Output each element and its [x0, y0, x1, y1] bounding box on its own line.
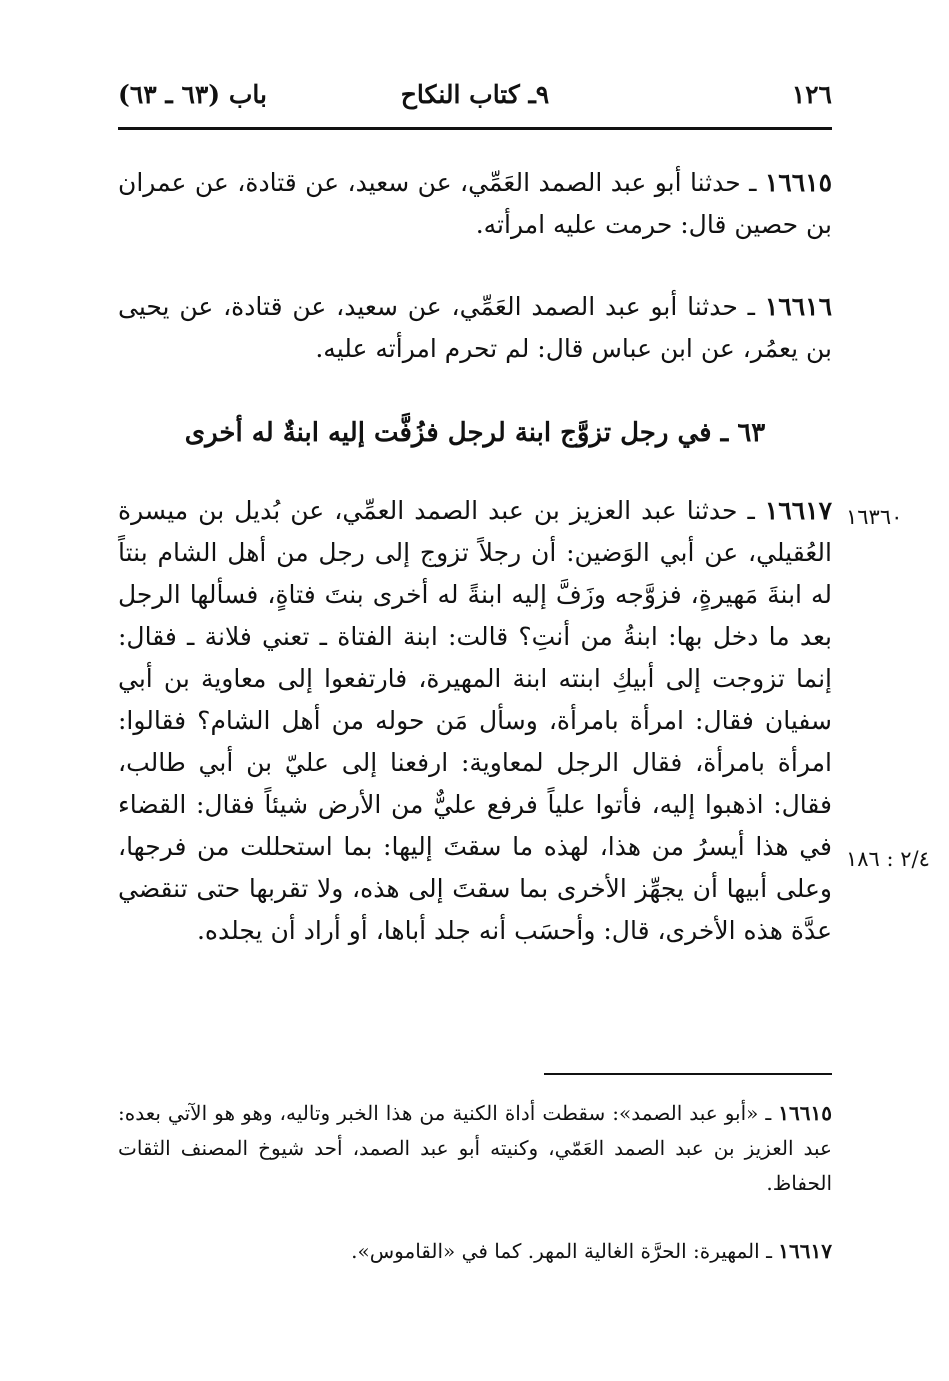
- footnote-text: ـ المهيرة: الحرَّة الغالية المهر. كما في «القاموس».: [351, 1239, 779, 1263]
- margin-note: ١٦٣٦٠: [846, 505, 903, 529]
- footnote: [118, 1234, 832, 1269]
- hadith-text: ـ حدثنا أبو عبد الصمد العَمِّي، عن سعيد، عن قتادة، عن عمران بن حصين قال: حرمت عليه امرأته.: [118, 168, 832, 239]
- hadith-paragraph: [118, 286, 832, 370]
- hadith-text: ـ حدثنا أبو عبد الصمد العَمِّي، عن سعيد، عن قتادة، عن يحيى بن يعمُر، عن ابن عباس قال: لم تحرم امرأته عليه.: [118, 292, 832, 363]
- footnote-text: ـ «أبو عبد الصمد»: سقطت أداة الكنية من هذا الخبر وتاليه، وهو هو الآتي بعده: عبد العزيز بن عبد الصمد العَمّي، وكنيته أبو عبد الصمد، أحد شيوخ المصنف الثقات الحفاظ.: [118, 1101, 832, 1195]
- footnote-number: ١٦٦١٧: [778, 1239, 832, 1263]
- book-title: ٩ـ كتاب النكاح: [400, 80, 550, 109]
- hadith-number: ١٦٦١٥: [764, 168, 832, 197]
- hadith-paragraph: [118, 162, 832, 246]
- margin-note: ٢/٤ : ١٨٦: [846, 847, 930, 871]
- hadith-number: ١٦٦١٦: [764, 292, 832, 321]
- footnote-rule: [544, 1073, 832, 1075]
- page-header: [118, 80, 832, 120]
- page-number: ١٢٦: [791, 80, 832, 109]
- header-rule: [118, 127, 832, 130]
- hadith-paragraph: [118, 490, 832, 952]
- hadith-text: ـ حدثنا عبد العزيز بن عبد الصمد العمِّي، عن بُديل بن ميسرة العُقيلي، عن أبي الوَضين: أن رجلاً تزوج إلى رجل من أهل الشام بنتاً له ابنةَ مَهيرةٍ، فزوَّجه وزَفَّ إليه ابنةً له أخرى بنتَ فتاةٍ، فسألها الرجل بعد ما دخل بها: ابنةُ من أنتِ؟ قالت: ابنة الفتاة ـ تعني فلانة ـ فقال: إنما تزوجت إلى أبيكِ ابنته ابنة المهيرة، فارتفعوا إلى معاوية بن أبي سفيان فقال: امرأة بامرأة، وسأل مَن حوله من أهل الشام؟ فقالوا: امرأة بامرأة، فقال الرجل لمعاوية: ارفعنا إلى عليّ بن أبي طالب، فقال: اذهبوا إليه، فأتوا علياً فرفع عليٌّ من الأرض شيئاً فقال: القضاء في هذا أيسرُ من هذا، لهذه ما سقتَ إليها: بما استحللت من فرجها، وعلى أبيها أن يجهِّز الأخرى بما سقتَ إلى هذه، ولا تقربها حتى تنقضي عدَّة هذه الأخرى، قال: وأحسَب أنه جلد أباها، أو أراد أن يجلده.: [118, 496, 832, 945]
- section-heading: ٦٣ ـ في رجل تزوَّج ابنة لرجل فزُفَّت إليه ابنةٌ له أخرى: [184, 418, 766, 448]
- footnote: [118, 1096, 832, 1201]
- chapter-range: باب (٦٣ ـ ٦٣): [118, 80, 267, 109]
- footnote-number: ١٦٦١٥: [778, 1101, 832, 1125]
- hadith-number: ١٦٦١٧: [764, 496, 832, 525]
